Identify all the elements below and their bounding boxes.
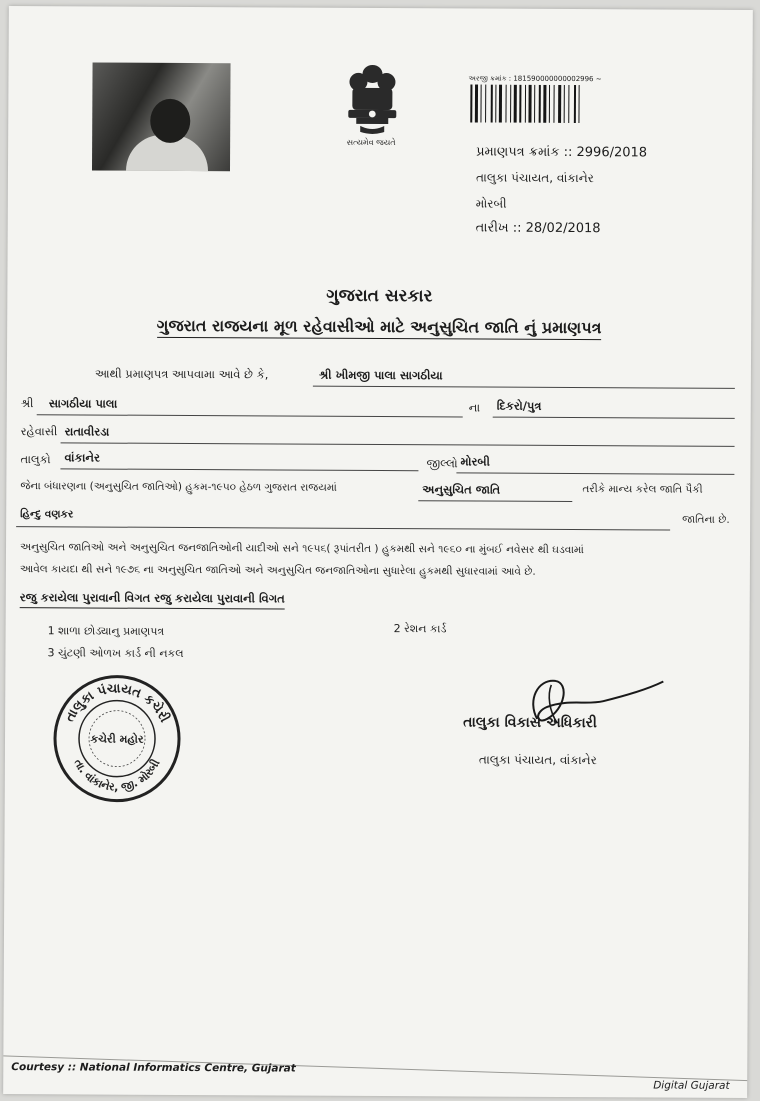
- category-line: [418, 500, 572, 502]
- holder-name: શ્રી ખીમજી પાલા સાગઠીયા: [318, 367, 443, 383]
- relation-value: દિકરો/પુત્ર: [496, 398, 542, 413]
- barcode-bar: [543, 85, 546, 123]
- issue-date: તારીખ :: 28/02/2018: [475, 220, 601, 237]
- intro-label: આથી પ્રમાણપત્ર આપવામા આવે છે કે,: [94, 366, 269, 382]
- district-value: મોરબી: [460, 454, 490, 469]
- certificate-document: [3, 6, 753, 1098]
- office-seal-stamp: [47, 670, 188, 803]
- digital-gujarat-footer: Digital Gujarat: [653, 1079, 730, 1092]
- issuing-district: મોરબી: [475, 196, 507, 211]
- barcode-bar: [539, 85, 541, 123]
- barcode-bar: [485, 85, 486, 123]
- evidence-item: 1 શાળા છોડ્યાનુ પ્રમાણપત્ર: [47, 624, 165, 638]
- barcode-bar: [495, 85, 496, 123]
- barcode-bar: [574, 85, 576, 123]
- seal-ring-text: તાલુકા પંચાયત કચેરી: [62, 681, 172, 725]
- barcode-bar: [491, 85, 493, 123]
- legal-paragraph: [20, 536, 720, 584]
- courtesy-footer: Courtesy :: National Informatics Centre, Gujarat: [11, 1061, 296, 1075]
- evidence-heading: રજુ કરાયેલા પુરાવાની વિગત રજુ કરાયેલા પુરાવાની વિગત: [20, 590, 285, 609]
- government-heading: ગુજરાત સરકાર: [326, 285, 433, 307]
- barcode-bar: [558, 85, 561, 123]
- signatory-designation: તાલુકા વિકાસ અધિકારી: [463, 714, 597, 732]
- svg-text:તા. વાંકાનેર, જી. મોરબી: [71, 756, 162, 795]
- evidence-item: 3 ચુંટણી ઓળખ કાર્ડ ની નકલ: [47, 646, 184, 660]
- barcode-bar: [514, 85, 517, 123]
- village-line: [61, 442, 735, 447]
- caste-line: [16, 526, 670, 530]
- barcode-bar: [564, 85, 565, 123]
- relation-line: [493, 417, 735, 419]
- evidence-item: 2 રેશન કાર્ડ: [393, 622, 447, 636]
- barcode-bar: [505, 85, 506, 123]
- legal-paragraph-line-1: અનુસુચિત જાતિઓ અને અનુસુચિત જનજાતિઓની યાદીઓ સને ૧૯૫૬( રૂપાંતરીત ) હુકમથી સને ૧૯૬૦ ના મુંબઈ નવેસર થી ઘડવામાં: [19, 541, 584, 557]
- caste-suffix: જાતિના છે.: [682, 513, 730, 526]
- barcode-bar: [499, 85, 502, 123]
- recognized-text: તરીકે માન્ય કરેલ જાતિ પૈકી: [582, 483, 703, 496]
- photo-head: [150, 99, 190, 143]
- barcode-bar: [528, 85, 531, 123]
- district-line: [456, 472, 734, 474]
- seal-bottom-text: તા. વાંકાનેર, જી. મોરબી: [71, 756, 163, 794]
- barcode-bar: [519, 85, 521, 123]
- certificate-title: [7, 315, 751, 339]
- barcode-bar: [549, 85, 550, 123]
- category-value: અનુસુચિત જાતિ: [422, 482, 501, 497]
- emblem-motto: સત્યમેવ જયતે: [346, 137, 396, 148]
- application-number: અરજી ક્રમાંક : 181590000000002996 ~: [468, 74, 602, 84]
- taluka-line: [60, 468, 418, 471]
- village-name: રાતાવીરડા: [64, 424, 110, 439]
- barcode-bar: [578, 85, 579, 123]
- relation-prefix: ના: [468, 400, 481, 415]
- resident-label: રહેવાસી: [20, 424, 58, 439]
- signatory-office: તાલુકા પંચાયત, વાંકાનેર: [478, 752, 597, 768]
- barcode: [468, 84, 636, 123]
- barcode-bar: [534, 85, 535, 123]
- applicant-photo: [92, 62, 231, 171]
- legal-paragraph-line-2: આવેલ કાયદા થી સને ૧૯૭૬ ના અનુસુચિત જાતિઓ અને અનુસુચિત જનજાતિઓના સુધારેલા હુકમથી સુધારવામાં આવે છે.: [19, 563, 536, 578]
- father-name: સાગઠીયા પાલા: [48, 396, 118, 411]
- order-text: જેના બંધારણના (અનુસુચિત જાતિઓ) હુકમ-૧૯૫૦ હેઠળ ગુજરાત રાજયમાં: [20, 480, 337, 494]
- taluka-value: વાંકાનેર: [64, 450, 100, 465]
- barcode-bar: [568, 85, 569, 123]
- barcode-bar: [480, 85, 481, 123]
- father-name-line: [37, 414, 463, 417]
- issuing-office: તાલુકા પંચાયત, વાંકાનેર: [475, 170, 594, 186]
- certificate-title-text: ગુજરાત રાજયના મૂળ રહેવાસીઓ માટે અનુસુચિત જાતિ નું પ્રમાણપત્ર: [157, 316, 602, 340]
- certificate-number: પ્રમાણપત્ર ક્રમાંક :: 2996/2018: [476, 144, 648, 161]
- national-emblem-icon: [338, 60, 406, 142]
- holder-name-line: [313, 386, 735, 389]
- taluka-label: તાલુકો: [20, 452, 51, 467]
- barcode-bar: [470, 84, 472, 122]
- district-label: જીલ્લો: [426, 456, 458, 471]
- seal-center-text: કચેરી મહોર: [90, 732, 144, 746]
- barcode-bar: [510, 85, 511, 123]
- caste-value: હિન્દુ વણકર: [20, 508, 74, 521]
- barcode-bar: [553, 85, 554, 123]
- shri-label: શ્રી: [20, 396, 34, 411]
- barcode-bar: [475, 85, 478, 123]
- barcode-bar: [525, 85, 526, 123]
